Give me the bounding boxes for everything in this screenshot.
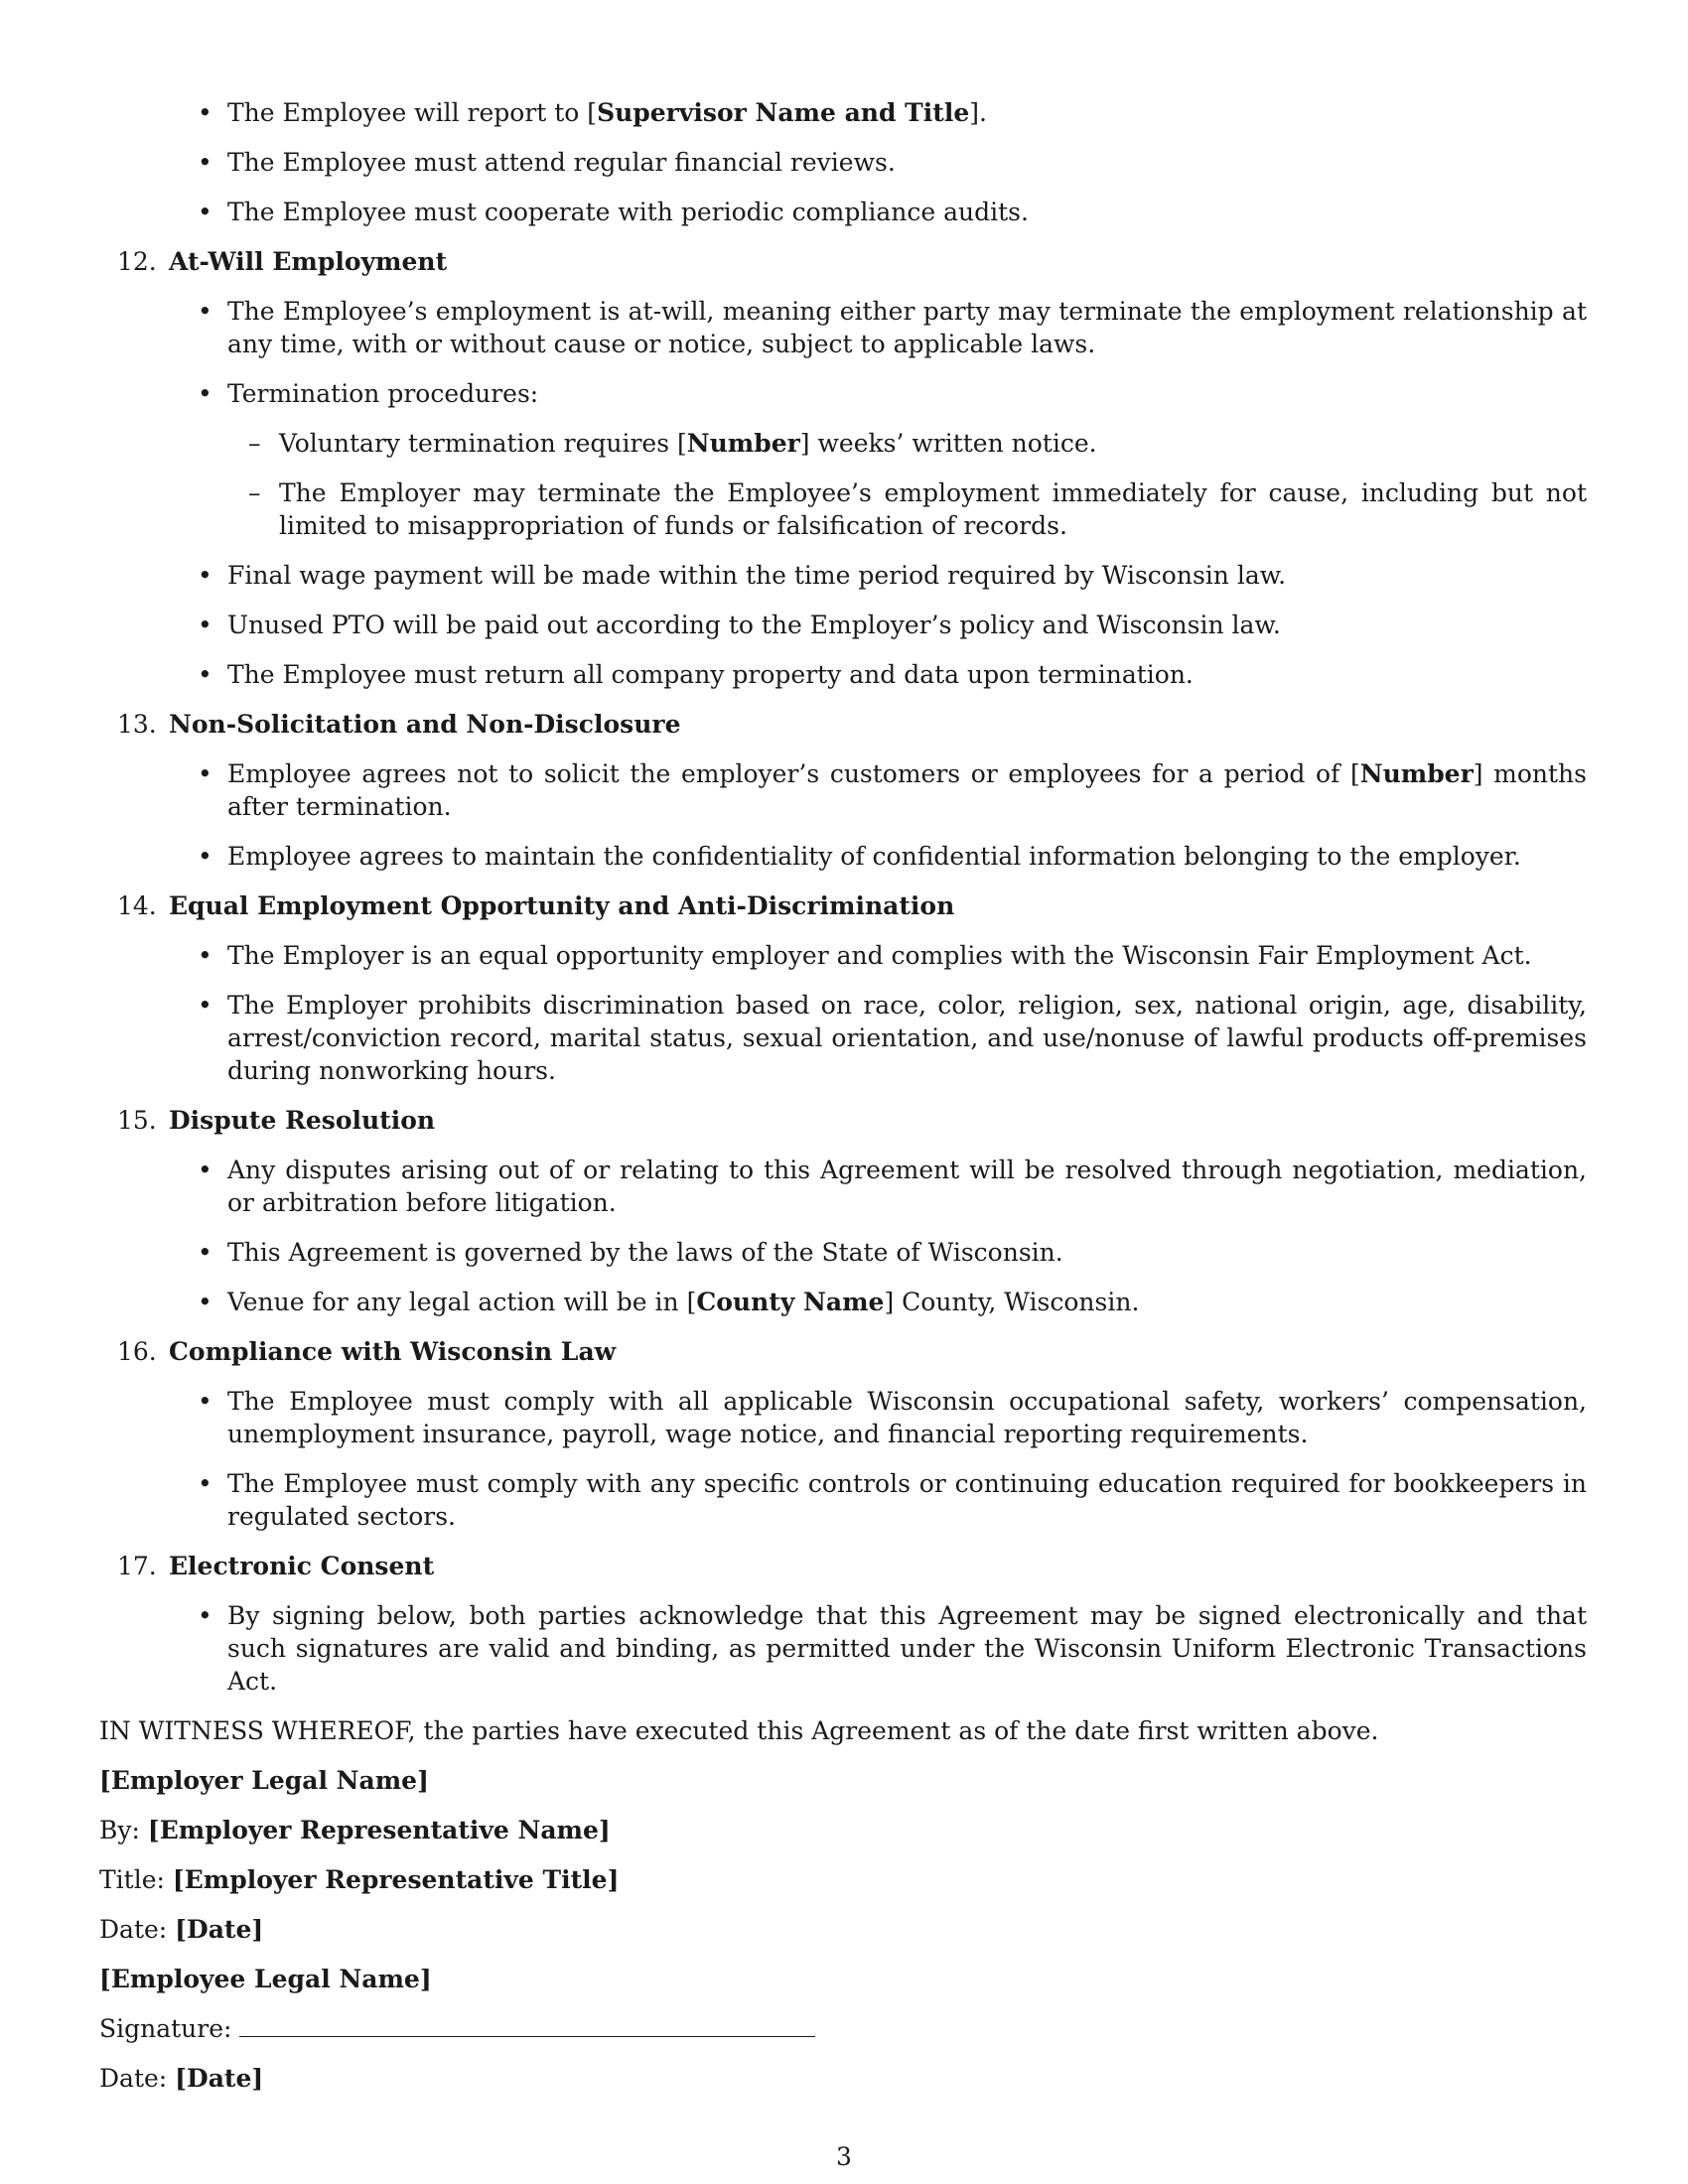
bullet-icon: •	[198, 759, 212, 788]
placeholder-field: Supervisor Name and Title	[597, 98, 970, 127]
list-item: • Venue for any legal action will be in [County Name] County, Wisconsin.	[198, 1288, 1140, 1316]
placeholder-field: Employer Legal Name	[110, 1766, 418, 1795]
bullet-icon: •	[198, 1601, 212, 1630]
placeholder-field: Employer Representative Title	[184, 1865, 608, 1894]
employer-by-line: By: [Employer Representative Name]	[99, 1816, 611, 1844]
bullet-icon: •	[198, 1387, 212, 1416]
list-item: • The Employee must attend regular financial reviews.	[198, 148, 896, 177]
list-item: • Any disputes arising out of or relating to this Agreement will be resolved through negotiation, mediation, or arbitration before litigation.	[198, 1156, 1587, 1217]
witness-clause: IN WITNESS WHEREOF, the parties have executed this Agreement as of the date first written above.	[99, 1716, 1379, 1745]
placeholder-field: Date	[187, 1915, 252, 1944]
section-heading-13: 13. Non-Solicitation and Non-Disclosure	[117, 710, 681, 739]
sub-list-item: – The Employer may terminate the Employee’s employment immediately for cause, including but not limited to misappropriation of funds or falsification of records.	[248, 478, 1587, 540]
page-number: 3	[836, 2142, 852, 2171]
section-heading-15: 15. Dispute Resolution	[117, 1106, 436, 1135]
bullet-icon: •	[198, 842, 212, 871]
bullet-icon: •	[198, 561, 212, 590]
placeholder-field: Number	[1359, 759, 1474, 788]
bullet-icon: •	[198, 611, 212, 639]
bullet-icon: •	[198, 1238, 212, 1267]
dash-icon: –	[248, 478, 261, 507]
sub-list-item: – Voluntary termination requires [Number] weeks’ written notice.	[248, 429, 1097, 458]
bullet-icon: •	[198, 1288, 212, 1316]
placeholder-field: Employer Representative Name	[159, 1816, 599, 1844]
list-item: • The Employee will report to [Supervisor Name and Title].	[198, 98, 987, 127]
list-item: • The Employee must return all company property and data upon termination.	[198, 660, 1194, 689]
employee-name: [Employee Legal Name]	[99, 1965, 432, 1993]
bullet-icon: •	[198, 1156, 212, 1184]
bullet-icon: •	[198, 941, 212, 970]
placeholder-field: County Name	[696, 1288, 885, 1316]
bullet-icon: •	[198, 660, 212, 689]
list-item: • The Employee must comply with any specific controls or continuing education required for bookkeepers in regulated sectors.	[198, 1469, 1587, 1531]
list-item: • The Employee must comply with all applicable Wisconsin occupational safety, workers’ compensation, unemployment insurance, payroll, wage notice, and financial reporting requirements.	[198, 1387, 1587, 1448]
employer-title-line: Title: [Employer Representative Title]	[99, 1865, 620, 1894]
section-heading-14: 14. Equal Employment Opportunity and Anti-Discrimination	[117, 891, 955, 920]
list-item: • The Employee’s employment is at-will, meaning either party may terminate the employment relationship at any time, with or without cause or notice, subject to applicable laws.	[198, 297, 1587, 358]
list-item: • Final wage payment will be made within the time period required by Wisconsin law.	[198, 561, 1287, 590]
bullet-icon: •	[198, 379, 212, 408]
list-item: • The Employee must cooperate with periodic compliance audits.	[198, 198, 1029, 226]
employee-signature-line: Signature:	[99, 2012, 1587, 2045]
bullet-icon: •	[198, 991, 212, 1020]
list-item: • Unused PTO will be paid out according to the Employer’s policy and Wisconsin law.	[198, 611, 1281, 639]
section-heading-12: 12. At-Will Employment	[117, 247, 448, 276]
bullet-icon: •	[198, 148, 212, 177]
list-item: • Termination procedures:	[198, 379, 539, 408]
document-page	[99, 96, 1587, 2112]
bullet-icon: •	[198, 98, 212, 127]
section-heading-17: 17. Electronic Consent	[117, 1552, 435, 1580]
placeholder-field: Number	[686, 429, 800, 458]
list-item: • This Agreement is governed by the laws of the State of Wisconsin.	[198, 1238, 1063, 1267]
list-item: • The Employer prohibits discrimination based on race, color, religion, sex, national origin, age, disability, arrest/conviction record, marital status, sexual orientation, and use/nonuse of lawful products off-premises during nonworking hours.	[198, 991, 1587, 1085]
list-item: • By signing below, both parties acknowledge that this Agreement may be signed electronically and that such signatures are valid and binding, as permitted under the Wisconsin Uniform Electronic Transactions Act.	[198, 1601, 1587, 1696]
employer-date-line: Date: [Date]	[99, 1915, 264, 1944]
signature-field[interactable]	[239, 2012, 815, 2037]
list-item: • Employee agrees not to solicit the employer’s customers or employees for a period of [Number] months after termination.	[198, 759, 1587, 821]
employer-name: [Employer Legal Name]	[99, 1766, 429, 1795]
bullet-icon: •	[198, 1469, 212, 1498]
bullet-icon: •	[198, 198, 212, 226]
list-item: • Employee agrees to maintain the confidentiality of confidential information belonging to the employer.	[198, 842, 1521, 871]
employee-date-line: Date: [Date]	[99, 2064, 264, 2093]
placeholder-field: Employee Legal Name	[110, 1965, 420, 1993]
list-item: • The Employer is an equal opportunity employer and complies with the Wisconsin Fair Employment Act.	[198, 941, 1532, 970]
placeholder-field: Date	[187, 2064, 252, 2093]
bullet-icon: •	[198, 297, 212, 326]
section-heading-16: 16. Compliance with Wisconsin Law	[117, 1337, 617, 1366]
dash-icon: –	[248, 429, 261, 458]
